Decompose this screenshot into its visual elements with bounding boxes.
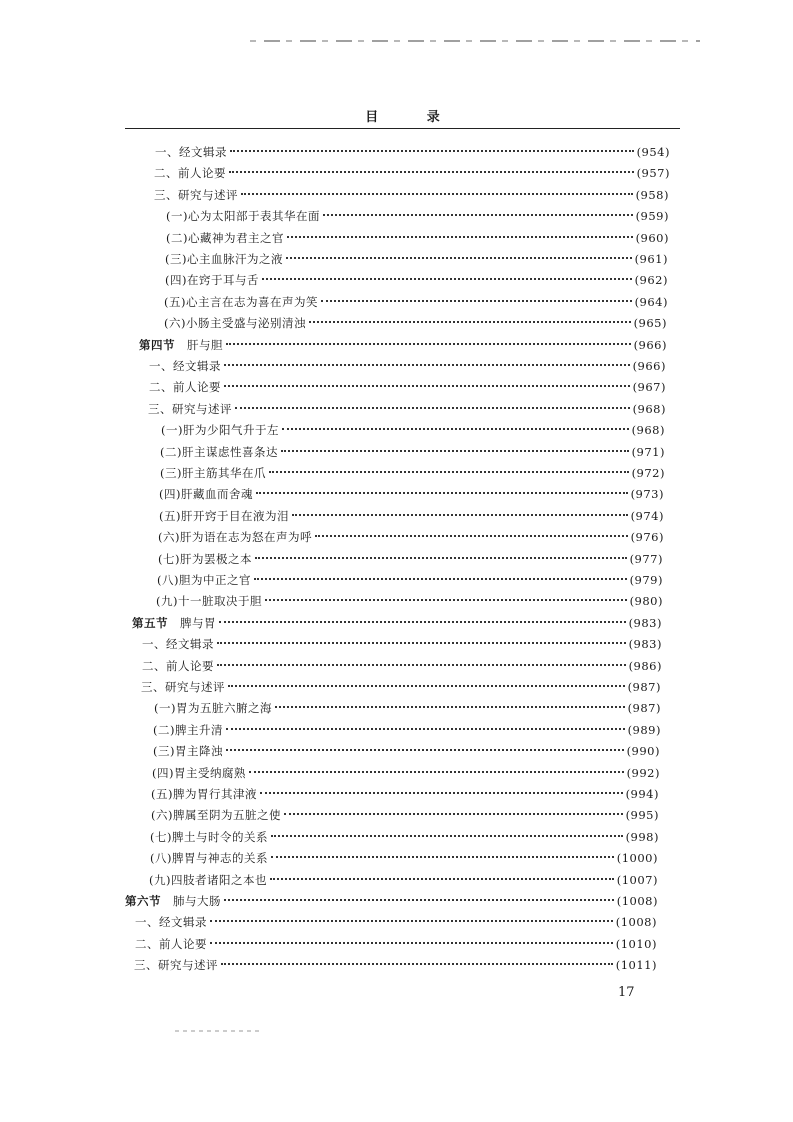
toc-entry-text: (一)胃为五脏六腑之海 [154, 701, 272, 716]
toc-section-number: 第六节 [125, 894, 161, 908]
dot-leader [269, 471, 629, 473]
toc-entry-label [164, 313, 306, 333]
dot-leader [228, 685, 625, 687]
toc-entry-text: (八)脾胃与神志的关系 [150, 851, 268, 866]
toc-section-row [125, 891, 658, 911]
toc-entry-text: (九)四肢者诸阳之本也 [149, 872, 267, 887]
toc-entry-row [164, 292, 668, 312]
toc-page-number: (987) [627, 680, 661, 694]
toc-entry-row [142, 634, 662, 654]
toc-page-number: (995) [625, 808, 659, 823]
toc-section-number: 第五节 [132, 615, 168, 630]
toc-entry-row [149, 356, 666, 376]
toc-entry-text: 二、前人论要 [135, 936, 207, 951]
toc-entry-text: (四)在窍于耳与舌 [165, 273, 259, 288]
toc-entry-row [159, 484, 664, 504]
toc-entry-row [161, 420, 665, 440]
toc-page-number: (986) [628, 658, 662, 673]
toc-entry-text: 二、前人论要 [142, 658, 214, 673]
toc-entry-text: (三)肝主筋其华在爪 [160, 466, 266, 480]
toc-page-number: (977) [629, 551, 663, 566]
toc-entry-label [166, 228, 284, 248]
toc-entry-text: (八)胆为中正之官 [157, 573, 251, 587]
toc-entry-row [141, 677, 661, 697]
toc-page-number: (971) [631, 444, 665, 459]
toc-entry-row [166, 206, 669, 226]
dot-leader [270, 878, 614, 880]
dot-leader [217, 642, 626, 644]
toc-entry-text: (七)肝为罢极之本 [158, 551, 252, 566]
toc-entry-label [152, 763, 246, 783]
toc-entry-label [155, 142, 227, 162]
toc-entry-label [149, 356, 221, 376]
toc-entry-text: (六)脾属至阴为五脏之使 [151, 808, 281, 823]
dot-leader [265, 599, 627, 601]
toc-entry-text: (四)胃主受纳腐熟 [152, 765, 246, 780]
toc-entry-text: 三、研究与述评 [148, 401, 232, 416]
toc-entry-label [125, 891, 221, 911]
toc-entry-label [157, 570, 251, 590]
toc-entry-label [160, 463, 266, 483]
page-number: 17 [618, 985, 635, 1000]
toc-page-number: (1010) [615, 936, 657, 951]
toc-entry-row [158, 549, 663, 569]
toc-entry-label [154, 185, 238, 205]
toc-entry-text: 三、研究与述评 [154, 187, 238, 202]
toc-page-number: (979) [629, 573, 663, 587]
toc-page-number: (1008) [615, 915, 657, 930]
toc-entry-text: 一、经文辑录 [149, 359, 221, 373]
toc-entry-row [135, 934, 657, 954]
toc-entry-label [142, 634, 214, 654]
toc-entry-text: 一、经文辑录 [135, 915, 207, 930]
toc-page-number: (994) [625, 787, 659, 801]
dot-leader [254, 578, 627, 580]
toc-entry-label [166, 206, 320, 226]
toc-entry-label [151, 784, 257, 804]
toc-page-number: (959) [635, 209, 669, 224]
toc-page-number: (974) [630, 508, 664, 523]
dot-leader [315, 535, 628, 537]
toc-page-number: (961) [634, 252, 668, 266]
toc-entry-row [159, 506, 664, 526]
toc-entry-label [135, 934, 207, 954]
toc-entry-label [141, 677, 225, 697]
toc-entry-label [149, 377, 221, 397]
toc-entry-row [151, 805, 659, 825]
toc-entry-row [160, 463, 665, 483]
toc-entry-label [158, 527, 312, 547]
toc-entry-label [149, 870, 267, 890]
toc-entry-label [135, 912, 207, 932]
toc-entry-row [158, 527, 664, 547]
dot-leader [292, 514, 628, 516]
toc-entry-text: (五)心主言在志为喜在声为笑 [164, 294, 318, 309]
toc-entry-label [165, 270, 259, 290]
dot-leader [221, 963, 613, 965]
toc-entry-row [142, 656, 662, 676]
toc-page-number: (958) [635, 187, 669, 202]
toc-entry-label [159, 506, 289, 526]
scan-artifact-bottom [175, 1030, 260, 1032]
toc-entry-row [155, 142, 670, 162]
toc-entry-row [134, 955, 657, 975]
toc-page-number: (968) [632, 401, 666, 416]
dot-leader [284, 813, 623, 815]
toc-entry-label [165, 249, 283, 269]
toc-page-number: (987) [627, 701, 661, 716]
dot-leader [230, 150, 634, 152]
toc-page-number: (998) [625, 829, 659, 844]
toc-entry-text: 一、经文辑录 [142, 637, 214, 652]
dot-leader [271, 835, 623, 837]
dot-leader [226, 728, 625, 730]
toc-entry-text: 肺与大肠 [173, 894, 221, 908]
toc-entry-row [150, 827, 659, 847]
toc-entry-label [154, 163, 226, 183]
toc-page-number: (990) [626, 744, 660, 759]
toc-page-number: (1000) [616, 851, 658, 866]
toc-entry-text: (二)心藏神为君主之官 [166, 230, 284, 245]
toc-page-number: (962) [634, 273, 668, 288]
toc-entry-text: (二)脾主升清 [153, 722, 223, 737]
dot-leader [210, 920, 613, 922]
toc-entry-text: (一)肝为少阳气升于左 [161, 423, 279, 438]
toc-entry-label [150, 827, 268, 847]
dot-leader [229, 171, 634, 173]
toc-entry-text: (三)心主血脉汗为之液 [165, 252, 283, 266]
toc-entry-text: (六)小肠主受盛与泌别清浊 [164, 316, 306, 331]
toc-entry-text: 肝与胆 [187, 337, 223, 352]
toc-entry-label [151, 805, 281, 825]
toc-entry-text: (五)脾为胃行其津液 [151, 787, 257, 801]
toc-entry-row [154, 698, 661, 718]
header-rule [125, 128, 680, 129]
dot-leader [262, 278, 632, 280]
toc-entry-text: 二、前人论要 [149, 380, 221, 395]
toc-entry-text: 三、研究与述评 [134, 958, 218, 973]
toc-page-number: (972) [631, 466, 665, 480]
toc-entry-text: (五)肝开窍于目在液为泪 [159, 508, 289, 523]
toc-entry-row [156, 591, 663, 611]
toc-page-number: (967) [632, 380, 666, 395]
toc-entry-label [161, 420, 279, 440]
toc-entry-label [164, 292, 318, 312]
dot-leader [241, 193, 633, 195]
dot-leader [255, 557, 627, 559]
toc-entry-row [148, 399, 666, 419]
toc-entry-row [149, 870, 658, 890]
toc-section-number: 第四节 [139, 337, 175, 352]
toc-page-number: (965) [633, 316, 667, 331]
dot-leader [321, 300, 632, 302]
toc-entry-label [153, 741, 223, 761]
toc-entry-label [134, 955, 218, 975]
toc-entry-row [151, 784, 659, 804]
toc-entry-row [149, 377, 666, 397]
toc-page-number: (968) [631, 423, 665, 438]
toc-entry-label [150, 848, 268, 868]
toc-entry-row [152, 763, 660, 783]
toc-entry-row [154, 185, 669, 205]
dot-leader [224, 364, 630, 366]
toc-entry-row [164, 313, 667, 333]
toc-entry-text: 三、研究与述评 [141, 680, 225, 694]
toc-page-number: (1007) [616, 872, 658, 887]
toc-entry-row [153, 720, 661, 740]
toc-page-number: (966) [632, 359, 666, 373]
dot-leader [281, 450, 629, 452]
page-header [125, 104, 680, 132]
dot-leader [275, 706, 625, 708]
toc-entry-label [159, 484, 253, 504]
toc-page-number: (976) [630, 530, 664, 545]
toc-page-number: (1011) [615, 958, 657, 973]
dot-leader [271, 856, 614, 858]
toc-entry-text: 一、经文辑录 [155, 145, 227, 159]
toc-entry-label [142, 656, 214, 676]
scan-artifact-top [250, 40, 700, 42]
toc-section-row [139, 335, 667, 355]
toc-entry-row [153, 741, 660, 761]
dot-leader [256, 492, 628, 494]
dot-leader [224, 899, 614, 901]
toc-entry-row [165, 270, 668, 290]
dot-leader [260, 792, 623, 794]
toc-entry-label [153, 720, 223, 740]
toc-entry-text: (六)肝为语在志为怒在声为呼 [158, 530, 312, 545]
toc-entry-row [166, 228, 669, 248]
dot-leader [287, 236, 633, 238]
toc-entry-label [154, 698, 272, 718]
toc-entry-label [139, 335, 223, 355]
toc-entry-row [160, 442, 665, 462]
toc-entry-row [135, 912, 657, 932]
dot-leader [217, 664, 626, 666]
toc-entry-label [156, 591, 262, 611]
toc-page-number: (964) [634, 294, 668, 309]
dot-leader [219, 621, 626, 623]
toc-entry-label [132, 613, 216, 633]
dot-leader [226, 749, 624, 751]
toc-entry-text: (四)肝藏血而舍魂 [159, 487, 253, 502]
page-title: 目 录 [365, 110, 462, 125]
toc-entry-text: 二、前人论要 [154, 166, 226, 181]
toc-page-number: (973) [630, 487, 664, 502]
toc-page-number: (989) [627, 722, 661, 737]
toc-entry-label [158, 549, 252, 569]
dot-leader [210, 942, 613, 944]
toc-page-number: (957) [636, 166, 670, 181]
toc-page-number: (983) [628, 637, 662, 652]
dot-leader [226, 343, 631, 345]
toc-entry-text: (九)十一脏取决于胆 [156, 594, 262, 609]
toc-page-number: (954) [636, 145, 670, 159]
toc-page-number: (983) [628, 615, 662, 630]
toc-entry-text: (三)胃主降浊 [153, 744, 223, 759]
toc-entry-text: (一)心为太阳部于表其华在面 [166, 209, 320, 224]
toc-page-number: (1008) [616, 894, 658, 908]
toc-entry-row [165, 249, 668, 269]
dot-leader [323, 214, 633, 216]
toc-section-row [132, 613, 662, 633]
toc-page-number: (980) [629, 594, 663, 609]
dot-leader [224, 385, 630, 387]
toc-entry-row [157, 570, 663, 590]
toc-entry-label [160, 442, 278, 462]
dot-leader [249, 771, 624, 773]
toc-entry-text: (七)脾土与时令的关系 [150, 829, 268, 844]
toc-page-number: (966) [633, 337, 667, 352]
toc-entry-row [150, 848, 658, 868]
toc-entry-row [154, 163, 670, 183]
toc-page-number: (960) [635, 230, 669, 245]
toc-page-number: (992) [626, 765, 660, 780]
toc-entry-text: (二)肝主谋虑性喜条达 [160, 444, 278, 459]
dot-leader [286, 257, 632, 259]
toc-entry-label [148, 399, 232, 419]
dot-leader [282, 428, 629, 430]
dot-leader [235, 407, 630, 409]
dot-leader [309, 321, 631, 323]
toc-entry-text: 脾与胃 [180, 615, 216, 630]
